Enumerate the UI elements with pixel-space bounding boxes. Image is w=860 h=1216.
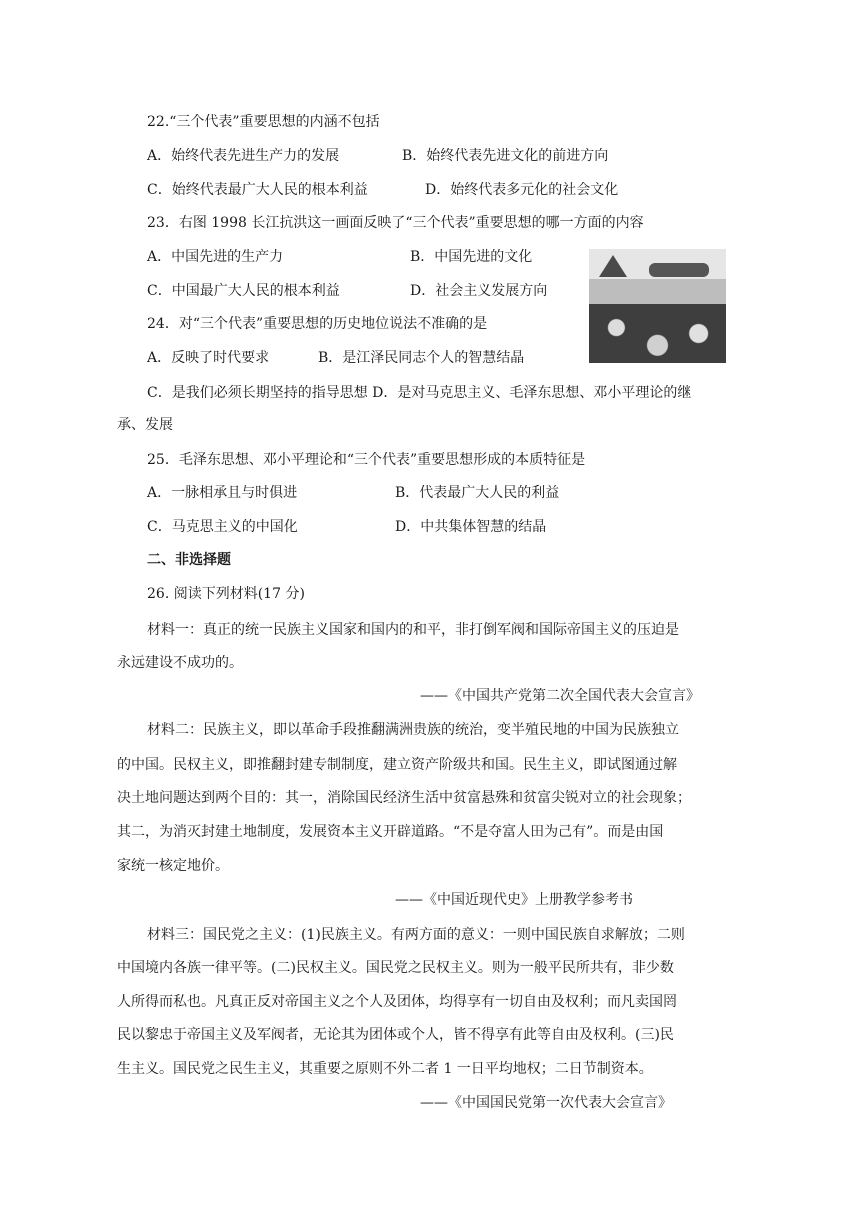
q22-option-d: D．始终代表多元化的社会文化 — [425, 182, 619, 198]
material3-line1: 材料三：国民党之主义：(1)民族主义。有两方面的意义：一则中国民族自求解放；二则 — [147, 927, 685, 943]
q23-stem: 23．右图 1998 长江抗洪这一画面反映了“三个代表”重要思想的哪一方面的内容 — [147, 215, 644, 231]
q23-option-c: C．中国最广大人民的根本利益 — [147, 283, 340, 299]
material2-line5: 家统一核定地价。 — [117, 858, 229, 874]
material3-line4: 民以黎忠于帝国主义及军阀者，无论其为团体或个人，皆不得享有此等自由及权利。(三)民 — [117, 1027, 674, 1043]
q22-option-c: C．始终代表最广大人民的根本利益 — [147, 182, 368, 198]
q24-options-cd: C．是我们必须长期坚持的指导思想 D．是对马克思主义、毛泽东思想、邓小平理论的继 — [147, 385, 692, 401]
material3-line2: 中国境内各族一律平等。(二)民权主义。国民党之民权主义。则为一般平民所共有，非少数 — [117, 960, 674, 976]
q23-option-a: A．中国先进的生产力 — [147, 249, 284, 265]
flood-fighting-photo — [589, 249, 726, 363]
q23-option-d: D．社会主义发展方向 — [410, 283, 548, 299]
q25-option-c: C．马克思主义的中国化 — [147, 519, 298, 535]
material2-line1: 材料二：民族主义，即以革命手段推翻满洲贵族的统治，变半殖民地的中国为民族独立 — [147, 722, 679, 738]
material2-line2: 的中国。民权主义，即推翻封建专制制度，建立资产阶级共和国。民生主义，即试图通过解 — [117, 757, 677, 773]
q24-stem: 24．对“三个代表”重要思想的历史地位说法不准确的是 — [147, 316, 488, 332]
q25-option-d: D．中共集体智慧的结晶 — [395, 519, 547, 535]
q24-options-cd-continued: 承、发展 — [117, 417, 173, 433]
material3-line3: 人所得而私也。凡真正反对帝国主义之个人及团体，均得享有一切自由及权利；而凡卖国罔 — [117, 994, 677, 1010]
q25-option-b: B．代表最广大人民的利益 — [395, 485, 560, 501]
q25-option-a: A．一脉相承且与时俱进 — [147, 485, 298, 501]
q24-option-a: A．反映了时代要求 — [147, 350, 270, 366]
q26-stem: 26. 阅读下列材料(17 分) — [147, 586, 305, 602]
material3-source: ——《中国国民党第一次代表大会宣言》 — [420, 1095, 672, 1111]
q25-stem: 25．毛泽东思想、邓小平理论和“三个代表”重要思想形成的本质特征是 — [147, 452, 586, 468]
q24-option-b: B．是江泽民同志个人的智慧结晶 — [318, 350, 525, 366]
q22-option-b: B．始终代表先进文化的前进方向 — [402, 148, 609, 164]
material1-line2: 永远建设不成功的。 — [117, 655, 243, 671]
material2-source: ——《中国近现代史》上册教学参考书 — [395, 892, 633, 908]
material1-line1: 材料一：真正的统一民族主义国家和国内的和平，非打倒军阀和国际帝国主义的压迫是 — [147, 622, 679, 638]
section-heading: 二、非选择题 — [147, 552, 231, 568]
material1-source: ——《中国共产党第二次全国代表大会宣言》 — [420, 688, 700, 704]
material2-line3: 决土地问题达到两个目的：其一，消除国民经济生活中贫富悬殊和贫富尖锐对立的社会现象； — [117, 790, 691, 806]
q23-option-b: B．中国先进的文化 — [410, 249, 533, 265]
q22-option-a: A．始终代表先进生产力的发展 — [147, 148, 340, 164]
q22-stem: 22.“三个代表”重要思想的内涵不包括 — [147, 114, 380, 130]
material3-line5: 生主义。国民党之民生主义，其重要之原则不外二者 1 一日平均地权；二日节制资本。 — [117, 1061, 653, 1077]
material2-line4: 其二，为消灭封建土地制度，发展资本主义开辟道路。“不是夺富人田为己有”。而是由国 — [117, 824, 664, 840]
